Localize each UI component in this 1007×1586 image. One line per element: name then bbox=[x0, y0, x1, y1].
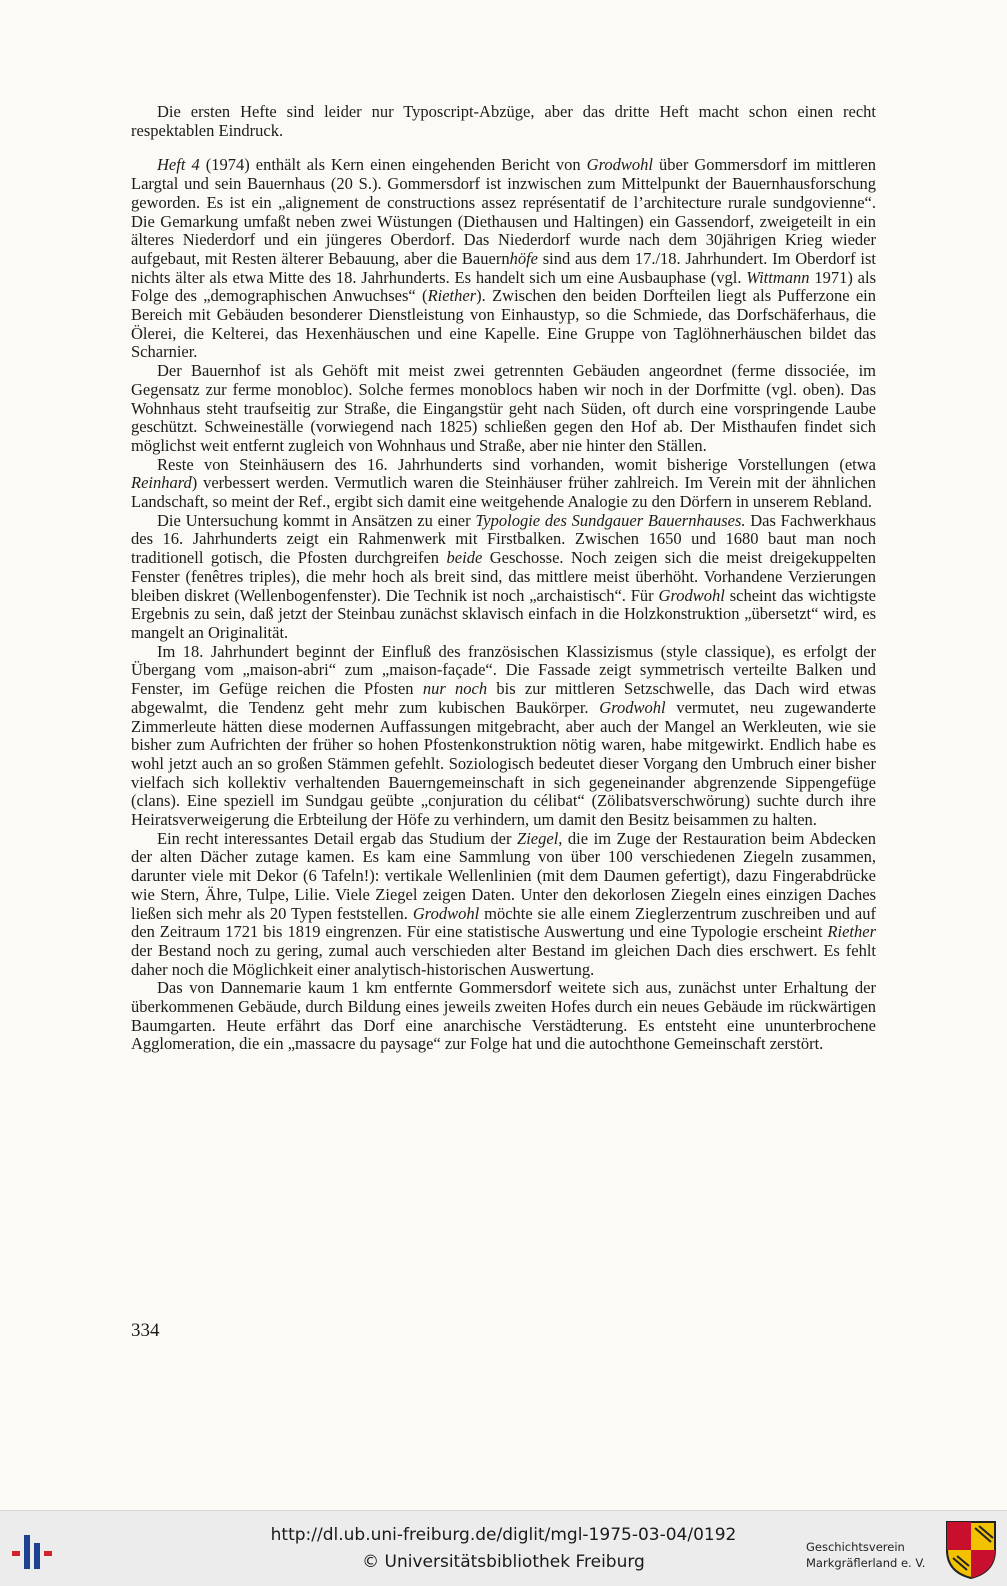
italic-text: nur noch bbox=[422, 679, 488, 699]
paragraph bbox=[131, 979, 876, 1054]
italic-text: Grodwohl bbox=[412, 903, 480, 923]
paragraph bbox=[131, 103, 876, 140]
paragraph bbox=[131, 456, 876, 512]
text-run: Im 18. Jahrhundert beginnt der Einfluß des französischen Klassizismus (style classique), es erfolgt der Übergang vom „maison-abri“ zum „maison-façade“. Die Fassade zeigt symmetrisch verteilte Balken und Fenster, im Gefüge reichen die Pfosten bbox=[131, 641, 876, 699]
society-line-1: Geschichtsverein bbox=[806, 1540, 905, 1554]
paragraph bbox=[131, 362, 876, 456]
text-run: Die ersten Hefte sind leider nur Typoscript-Abzüge, aber das dritte Heft macht schon einen recht respektablen Eindruck. bbox=[131, 102, 876, 140]
italic-text: höfe bbox=[509, 248, 538, 268]
text-run: ). Zwischen den beiden Dorfteilen liegt als Pufferzone ein Bereich mit Gebäuden besonderer Dienstleistung von Einhaustyp, so die Schmiede, das Dorfschäferhaus, die Ölerei, die Kelterei, das Hexenhäuschen und eine Kapelle. Eine Gruppe von Taglöhnerhäuschen bildet das Scharnier. bbox=[131, 286, 876, 362]
italic-text: beide bbox=[446, 548, 483, 568]
text-run: sind aus dem 17./18. Jahrhundert. Im Oberdorf ist nichts älter als etwa Mitte des 18. Jahrhunderts. Es handelt sich um eine Ausbauphase (vgl. bbox=[131, 248, 876, 287]
paragraph bbox=[131, 830, 876, 980]
italic-text: Grodwohl bbox=[658, 585, 725, 605]
text-run: ) verbessert werden. Vermutlich waren die Steinhäuser früher zahlreich. Im Verein mit der ähnlichen Landschaft, so meint der Ref., ergibt sich damit eine weitgehende Analogie zu den Dörfern in unserem Rebland. bbox=[131, 473, 876, 512]
italic-text: Riether bbox=[427, 286, 477, 306]
paragraph bbox=[131, 512, 876, 643]
italic-text: Heft 4 bbox=[157, 155, 200, 175]
italic-text: Grodwohl bbox=[586, 155, 653, 175]
society-line-2: Markgräflerland e. V. bbox=[806, 1556, 926, 1570]
page-number: 334 bbox=[131, 1320, 160, 1341]
italic-text: Riether bbox=[827, 922, 876, 942]
text-run: bis zur mittleren Setzschwelle, das Dach wird etwas abgewalmt, die Tendenz geht mehr zum kubischen Baukörper. bbox=[131, 679, 876, 717]
paragraph bbox=[131, 643, 876, 830]
text-run: Geschosse. Noch zeigen sich die meist dreigekuppelten Fenster (fenêtres triples), die mehr hoch als breit sind, das mittlere meist überhöht. Vorhandene Verzierungen bleiben diskret (Wellenbogenfenster). Die Technik ist noch „archaistisch“. Für bbox=[131, 548, 876, 605]
text-run: Reste von Steinhäusern des 16. Jahrhunderts sind vorhanden, womit bisherige Vorstellungen (etwa bbox=[157, 454, 876, 474]
text-run: Ein recht interessantes Detail ergab das Studium der bbox=[157, 828, 518, 848]
text-run: scheint das wichtigste Ergebnis zu sein, daß jetzt der Steinbau zunächst sklavisch einfach in die Holzkonstruktion „übersetzt“ wird, es mangelt an Originalität. bbox=[131, 585, 876, 642]
text-run: vermutet, neu zugewanderte Zimmerleute hätten diese modernen Auffassungen mitgebracht, aber auch der Mangel an Werkleuten, wie sie bisher zum Aufrichten der früher so hohen Pfostenkonstruktion nötig waren, habe mitgewirkt. Endlich habe es wohl jetzt auch an so großen Stämmen gefehlt. Soziologisch bedeutet dieser Vorgang den Umbruch einer bisher vielfach sich kollektiv verhaltenden Bauerngemeinschaft in sich gegeneinander abgrenzende Sippengefüge (clans). Eine speziell im Sundgau geübte „conjuration du célibat“ (Zölibatsverschwörung) suchte durch ihre Heiratsverweigerung die Erbteilung der Höfe zu verhindern, um damit den Besitz beisammen zu halten. bbox=[131, 697, 876, 830]
italic-text: Grodwohl bbox=[599, 697, 666, 717]
italic-text: Wittmann bbox=[746, 267, 810, 287]
italic-text: Ziegel, bbox=[517, 828, 563, 848]
italic-text: Reinhard bbox=[131, 473, 192, 493]
footer-bar bbox=[0, 1510, 1007, 1586]
text-run: der Bestand noch zu gering, zumal auch verschieden alter Bestand im gleichen Dach dies erschwert. Es fehlt daher noch die Möglichkeit einer analytisch-historischen Auswertung. bbox=[131, 940, 876, 979]
text-run: 1971) als Folge des „demographischen Anwuchses“ ( bbox=[131, 267, 876, 306]
coat-of-arms-icon bbox=[945, 1520, 997, 1580]
text-run: über Gommersdorf im mittleren Largtal und sein Bauernhaus (20 S.). Gommersdorf ist inzwischen zum Mittelpunkt der Bauernhausforschung geworden. Es ist ein „alignement de constructions assez représentatif de l’architecture rurale sundgovienne“. Die Gemarkung umfaßt neben zwei Wüstungen (Diethausen und Haltingen) ein Gassendorf, zweigeteilt in ein älteres Niederdorf und ein jüngeres Oberdorf. Das Niederdorf wurde nach dem 30jährigen Krieg wieder aufgebaut, mit Resten älterer Bebauung, aber die Bauern bbox=[131, 155, 876, 268]
italic-text: Typologie des Sundgauer Bauernhauses. bbox=[475, 510, 746, 530]
paragraph bbox=[131, 156, 876, 362]
text-run: Die Untersuchung kommt in Ansätzen zu einer bbox=[157, 510, 476, 530]
text-run: die im Zuge der Restauration beim Abdecken der alten Dächer zutage kamen. Es kam eine Sammlung von über 100 verschiedenen Ziegeln zusammen, darunter viele mit Dekor (6 Tafeln!): vertikale Wellenlinien (mit dem Daumen gefertigt), dazu Fingerabdrücke wie Stern, Ähre, Tulpe, Lilie. Viele Ziegel zeigen Daten. Unter den dekorlosen Ziegeln eines einzigen Daches ließen sich mehr als 20 Typen feststellen. bbox=[131, 828, 876, 923]
text-run: Der Bauernhof ist als Gehöft mit meist zwei getrennten Gebäuden angeordnet (ferme dissociée, im Gegensatz zur ferme monobloc). Solche fermes monoblocs haben wir noch in der Dorfmitte (vgl. oben). Das Wohnhaus steht traufseitig zur Straße, die Eingangstür geht nach Süden, oft durch eine vorspringende Laube geschützt. Schweineställe (vorwiegend nach 1825) schließen gegen den Hof ab. Der Misthaufen findet sich möglichst weit entfernt zugleich von Wohnhaus und Straße, aber nie hinter den Ställen. bbox=[131, 361, 876, 455]
text-run: Das Fachwerkhaus des 16. Jahrhunderts zeigt ein Rahmenwerk mit Firstbalken. Zwischen 1650 und 1680 baut man noch traditionell gotisch, die Pfosten durchgreifen bbox=[131, 510, 876, 568]
society-name bbox=[806, 1539, 925, 1571]
text-run: möchte sie alle einem Zieglerzentrum zuschreiben und auf den Zeitraum 1721 bis 1819 eingrenzen. Für eine statistische Auswertung und eine Typologie erscheint bbox=[131, 903, 876, 942]
text-run: (1974) enthält als Kern einen eingehenden Bericht von bbox=[199, 155, 587, 175]
body-text bbox=[131, 103, 876, 1054]
footer-copyright: © Universitätsbibliothek Freiburg bbox=[362, 1552, 645, 1572]
text-run: Das von Dannemarie kaum 1 km entfernte Gommersdorf weitete sich aus, zunächst unter Erhaltung der überkommenen Gebäude, durch Bildung eines jeweils zweiten Hofes durch ein neues Gebäude im rückwärtigen Baumgarten. Heute erfährt das Dorf eine anarchische Verstädterung. Es entsteht eine ununterbrochene Agglomeration, die ein „massacre du paysage“ zur Folge hat und die autochthone Gemeinschaft zerstört. bbox=[131, 978, 876, 1054]
footer-url-link[interactable]: http://dl.ub.uni-freiburg.de/diglit/mgl-1975-03-04/0192 bbox=[270, 1525, 737, 1545]
